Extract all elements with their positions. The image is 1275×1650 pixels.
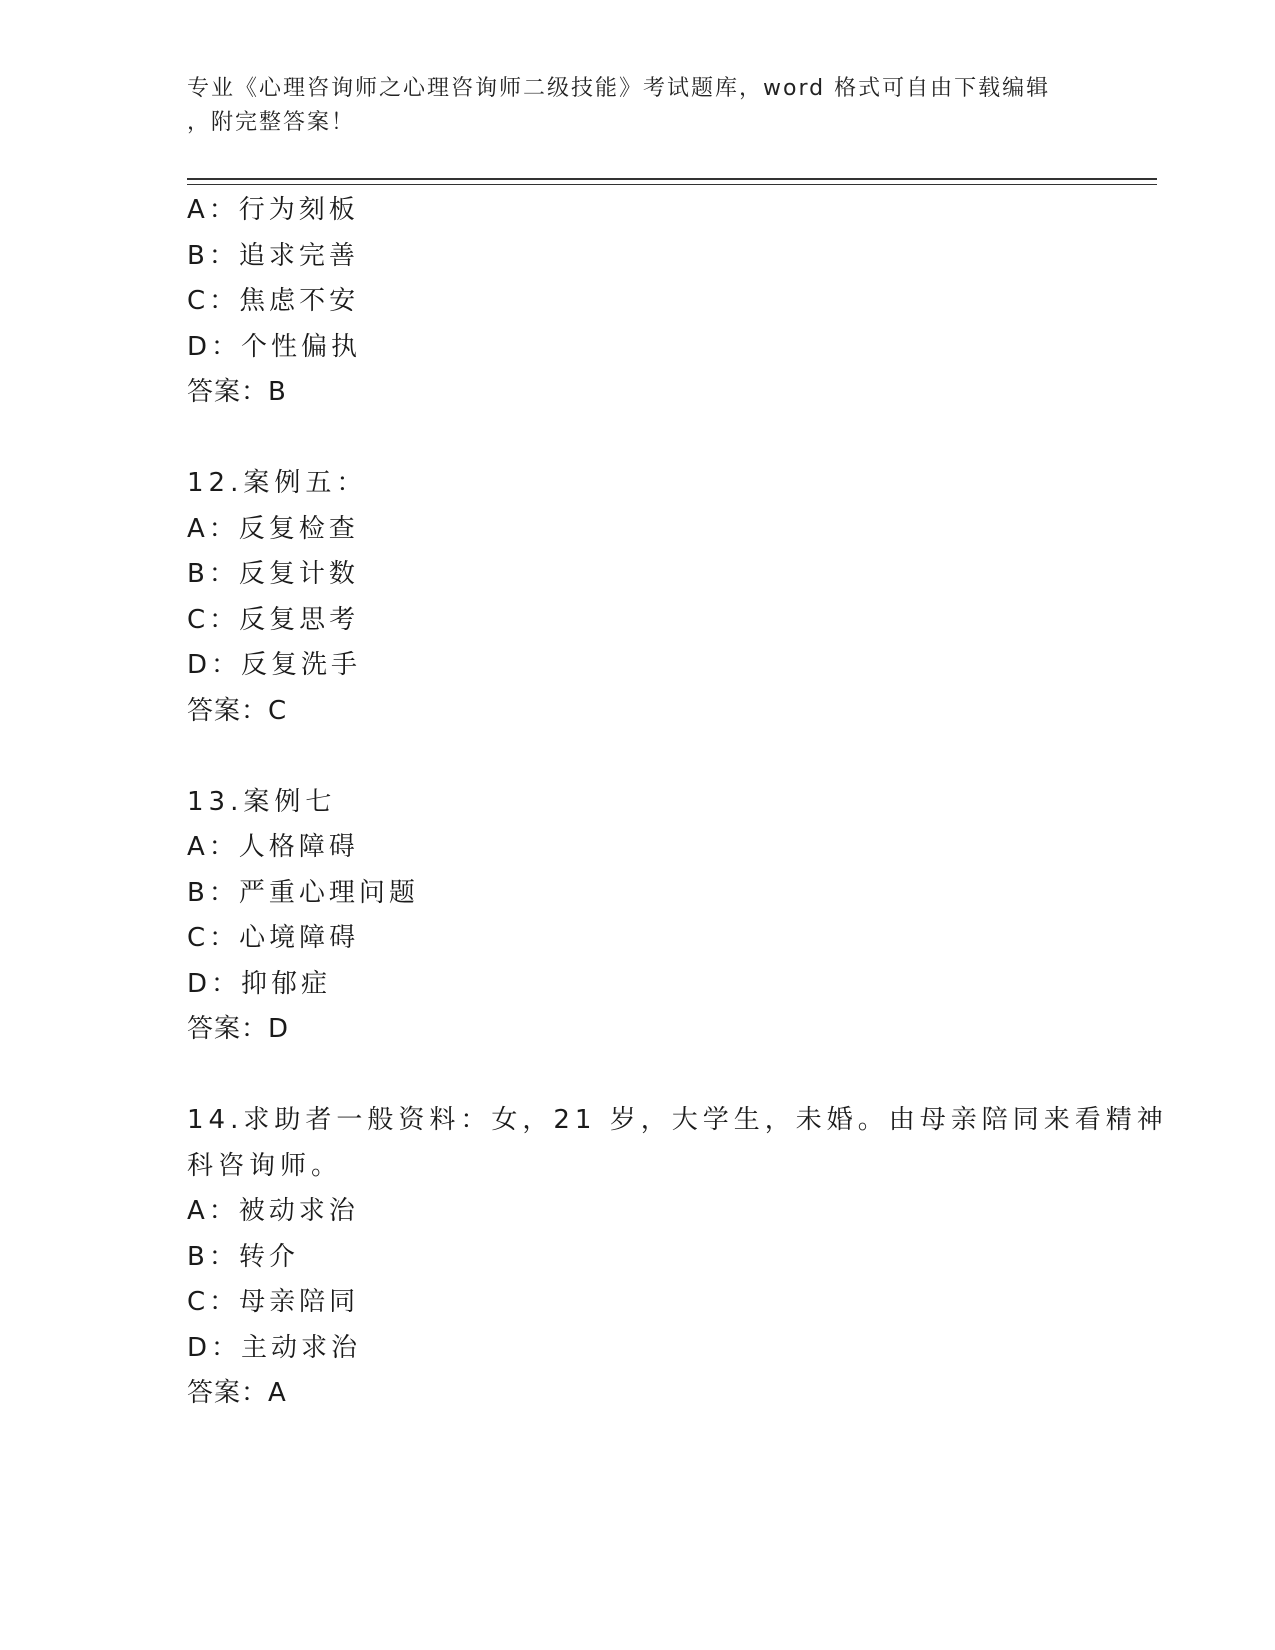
question-stem-line-2: 科咨询师。 xyxy=(187,1150,343,1181)
question-14 xyxy=(187,1098,1168,1417)
option-c: C：反复思考 xyxy=(187,604,360,635)
option-a: A：被动求治 xyxy=(187,1196,359,1226)
answer-line: 答案：C xyxy=(187,695,288,726)
question-stem: 12.案例五： xyxy=(187,468,368,498)
answer-line: 答案：D xyxy=(187,1014,290,1044)
question-stem: 13.案例七 xyxy=(187,786,337,817)
answer-line: 答案：A xyxy=(187,1378,287,1408)
option-a: A：人格障碍 xyxy=(187,832,359,862)
option-b: B：转介 xyxy=(187,1241,299,1272)
header-divider xyxy=(187,178,1157,185)
question-13 xyxy=(187,780,1157,1053)
option-c: C：母亲陪同 xyxy=(187,1287,360,1317)
spacer xyxy=(187,1053,1157,1099)
option-b: B：反复计数 xyxy=(187,559,359,589)
question-list xyxy=(187,188,1168,1417)
header-line-1: 专业《心理咨询师之心理咨询师二级技能》考试题库，word 格式可自由下载编辑 xyxy=(187,76,1051,101)
option-d: D：抑郁症 xyxy=(187,968,332,999)
document-header xyxy=(187,72,1067,140)
option-b: B：追求完善 xyxy=(187,240,359,271)
option-c: C：心境障碍 xyxy=(187,923,360,953)
question-stem-line-1: 14.求助者一般资料：女，21 岁，大学生，未婚。由母亲陪同来看精神 xyxy=(187,1105,1168,1135)
spacer xyxy=(187,416,1157,462)
option-b: B：严重心理问题 xyxy=(187,877,419,908)
header-line-2: ，附完整答案！ xyxy=(187,110,356,135)
option-d: D：反复洗手 xyxy=(187,650,362,680)
option-d: D：主动求治 xyxy=(187,1332,362,1363)
option-c: C：焦虑不安 xyxy=(187,286,360,316)
option-d: D：个性偏执 xyxy=(187,331,362,362)
option-a: A：行为刻板 xyxy=(187,195,359,225)
option-a: A：反复检查 xyxy=(187,513,359,544)
question-11 xyxy=(187,188,1157,416)
answer-line: 答案：B xyxy=(187,377,287,407)
spacer xyxy=(187,734,1157,780)
question-12 xyxy=(187,461,1157,734)
document-page xyxy=(187,0,1168,1650)
